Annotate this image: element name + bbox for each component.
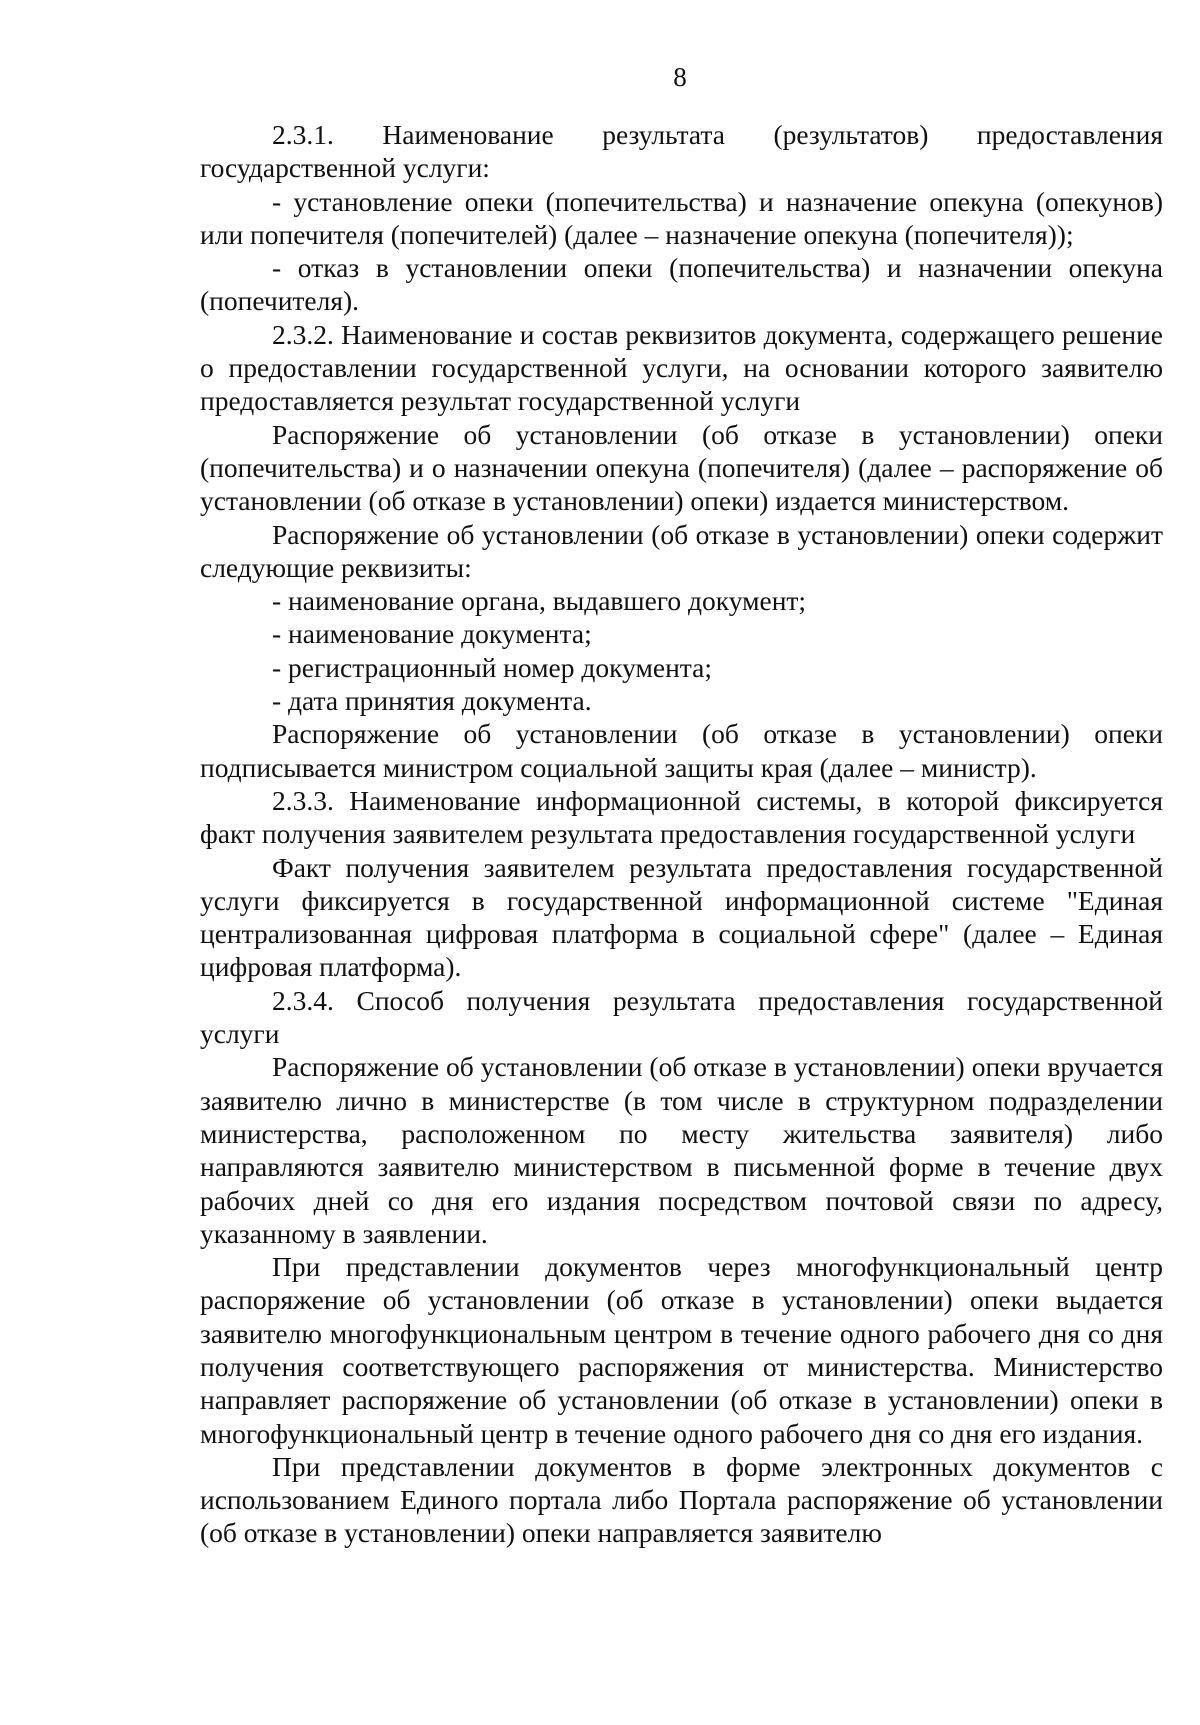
- paragraph-order-delivery: Распоряжение об установлении (об отказе в установлении) опеки вручается заявителю лично в министерстве (в том числе в структурном подразделении министерства, расположенном по месту жительства заявителя) либо направляются заявителю министерством в письменной форме в течение двух рабочих дней со дня его издания посредством почтовой связи по адресу, указанному в заявлении.: [200, 1051, 1163, 1249]
- page-number: 8: [673, 62, 687, 92]
- list-item-guardianship-refusal: - отказ в установлении опеки (попечительства) и назначении опекуна (попечителя).: [200, 252, 1163, 317]
- paragraph-order-requisites: Распоряжение об установлении (об отказе в установлении) опеки содержит следующие реквизиты:: [200, 518, 1163, 583]
- paragraph-receipt-recorded: Факт получения заявителем результата предоставления государственной услуги фиксируется в государственной информационной системе "Единая централизованная цифровая платформа в социальной сфере" (далее – Единая цифровая платформа).: [200, 851, 1163, 983]
- list-item-authority-name: - наименование органа, выдавшего документ;: [272, 585, 807, 617]
- paragraph-order-issued: Распоряжение об установлении (об отказе в установлении) опеки (попечительства) и о назначении опекуна (попечителя) (далее – распоряжение об установлении (об отказе в установлении) опеки) издается министерством.: [200, 418, 1163, 517]
- document-body: [200, 118, 1163, 1550]
- list-item-adoption-date: - дата принятия документа.: [272, 685, 592, 717]
- list-item-guardianship-establishment: - установление опеки (попечительства) и назначение опекуна (опекунов) или попечителя (попечителей) (далее – назначение опекуна (попечителя));: [200, 185, 1163, 250]
- paragraph-2-3-1-heading: 2.3.1. Наименование результата (результатов) предоставления государственной услуги:: [200, 119, 1163, 184]
- list-item-document-name: - наименование документа;: [272, 618, 592, 650]
- paragraph-2-3-2-heading: 2.3.2. Наименование и состав реквизитов документа, содержащего решение о предоставлении государственной услуги, на основании которого заявителю предоставляется результат государственной услуги: [200, 318, 1163, 417]
- list-item-registration-number: - регистрационный номер документа;: [272, 651, 712, 683]
- paragraph-2-3-4-heading: 2.3.4. Способ получения результата предоставления государственной услуги: [200, 984, 1163, 1050]
- paragraph-2-3-3-heading: 2.3.3. Наименование информационной системы, в которой фиксируется факт получения заявителем результата предоставления государственной услуги: [200, 784, 1163, 850]
- paragraph-electronic-delivery: При представлении документов в форме электронных документов с использованием Единого портала либо Портала распоряжение об установлении (об отказе в установлении) опеки направляется заявителю: [200, 1450, 1163, 1549]
- paragraph-mfc-delivery: При представлении документов через многофункциональный центр распоряжение об установлении (об отказе в установлении) опеки выдается заявителю многофункциональным центром в течение одного рабочего дня со дня получения соответствующего распоряжения от министерства. Министерство направляет распоряжение об установлении (об отказе в установлении) опеки в многофункциональный центр в течение одного рабочего дня со дня его издания.: [200, 1251, 1163, 1449]
- paragraph-order-signed: Распоряжение об установлении (об отказе в установлении) опеки подписывается министром социальной защиты края (далее – министр).: [200, 718, 1163, 783]
